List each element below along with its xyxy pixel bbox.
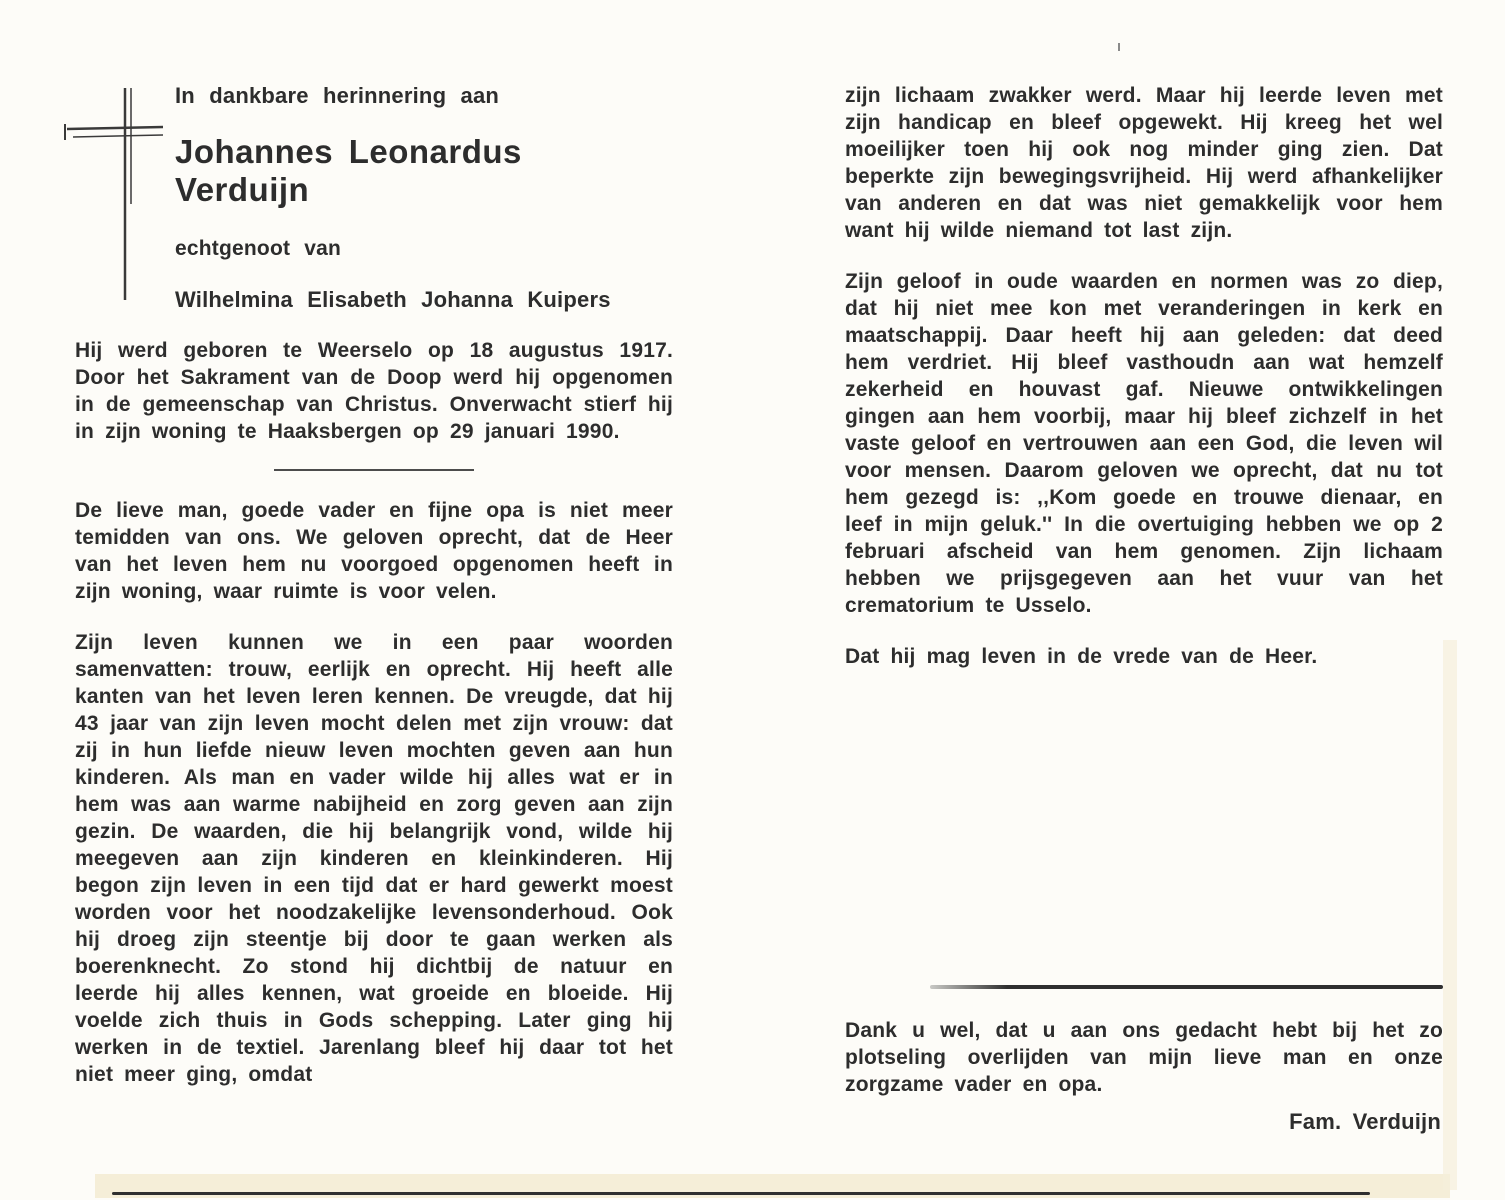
scan-artifact-line bbox=[112, 1192, 1370, 1195]
left-column bbox=[75, 82, 673, 1112]
scan-artifact-right-strip bbox=[1443, 640, 1457, 1190]
right-column bbox=[845, 82, 1443, 694]
spouse-name: Wilhelmina Elisabeth Johanna Kuipers bbox=[175, 287, 611, 312]
deceased-name-line1: Johannes Leonardus bbox=[175, 133, 522, 170]
thanks-paragraph: Dank u wel, dat u aan ons gedacht hebt bij het zo plotseling overlijden van mijn lieve man en onze zorgzame vader en opa. bbox=[845, 1019, 1443, 1096]
closing-line: Dat hij mag leven in de vrede van de Heer. bbox=[845, 645, 1318, 668]
paragraph-illness: zijn lichaam zwakker werd. Maar hij leerde leven met zijn handicap en bleef opgewekt. Hij kreeg het wel moeilijker toen hij ook nog minder ging zien. Dat beperkte zijn bewegingsvrijheid. Hij werd afhankelijker van anderen en dat was niet gemakkelijk voor hem want hij wilde niemand tot last zijn. bbox=[845, 84, 1443, 242]
deceased-name-line2: Verduijn bbox=[175, 171, 310, 208]
paragraph-faith: Zijn geloof in oude waarden en normen was zo diep, dat hij niet mee kon met veranderingen in kerk en maatschappij. Daar heeft hij aan geleden: dat deed hem verdriet. Hij bleef vasthoudn aan wat hemzelf zekerheid en houvast gaf. Nieuwe ontwikkelingen gingen aan hem voorbij, maar hij bleef zichzelf in het vaste geloof en vertrouwen aan een God, die leven wil voor mensen. Daarom geloven we oprecht, dat nu tot hem gezegd is: ,,Kom goede en trouwe dienaar, en leef in mijn geluk.'' In die overtuiging hebben we op 2 februari afscheid van hem genomen. Zijn lichaam hebben we prijsgegeven aan het vuur van het crematorium te Usselo. bbox=[845, 270, 1443, 617]
deceased-name bbox=[175, 133, 673, 209]
scan-artifact-speck bbox=[1118, 43, 1120, 51]
paragraph-birth-death: Hij werd geboren te Weerselo op 18 augustus 1917. Door het Sakrament van de Doop werd hij opgenomen in de gemeenschap van Christus. Onverwacht stierf hij in zijn woning te Haaksbergen op 29 januari 1990. bbox=[75, 339, 673, 443]
relation-label: echtgenoot van bbox=[175, 237, 341, 260]
acknowledgement-divider bbox=[930, 985, 1443, 989]
acknowledgement-block bbox=[845, 985, 1443, 1135]
header-block bbox=[175, 82, 673, 313]
family-signature: Fam. Verduijn bbox=[1289, 1109, 1441, 1134]
section-divider bbox=[274, 469, 474, 471]
paragraph-tribute: De lieve man, goede vader en fijne opa is niet meer temidden van ons. We geloven oprecht, dat de Heer van het leven hem nu voorgoed opgenomen heeft in zijn woning, waar ruimte is voor velen. bbox=[75, 499, 673, 603]
intro-text: In dankbare herinnering aan bbox=[175, 83, 500, 108]
paragraph-life-story: Zijn leven kunnen we in een paar woorden samenvatten: trouw, eerlijk en oprecht. Hij heeft alle kanten van het leven leren kennen. De vreugde, dat hij 43 jaar van zijn leven mocht delen met zijn vrouw: dat zij in hun liefde nieuw leven mochten geven aan hun kinderen. Als man en vader wilde hij alles wat er in hem was aan warme nabijheid en zorg geven aan zijn gezin. De waarden, die hij belangrijk vond, wilde hij meegeven aan zijn kinderen en kleinkinderen. Hij begon zijn leven in een tijd dat er hard gewerkt moest worden voor het noodzakelijke levensonderhoud. Ook hij droeg zijn steentje bij door te gaan werken als boerenknecht. Zo stond hij dichtbij de natuur en leerde hij alles kennen, wat groeide en bloeide. Hij voelde zich thuis in Gods schepping. Later ging hij werken in de textiel. Jarenlang bleef hij daar tot het niet meer ging, omdat bbox=[75, 631, 673, 1086]
cross-icon bbox=[63, 84, 178, 304]
